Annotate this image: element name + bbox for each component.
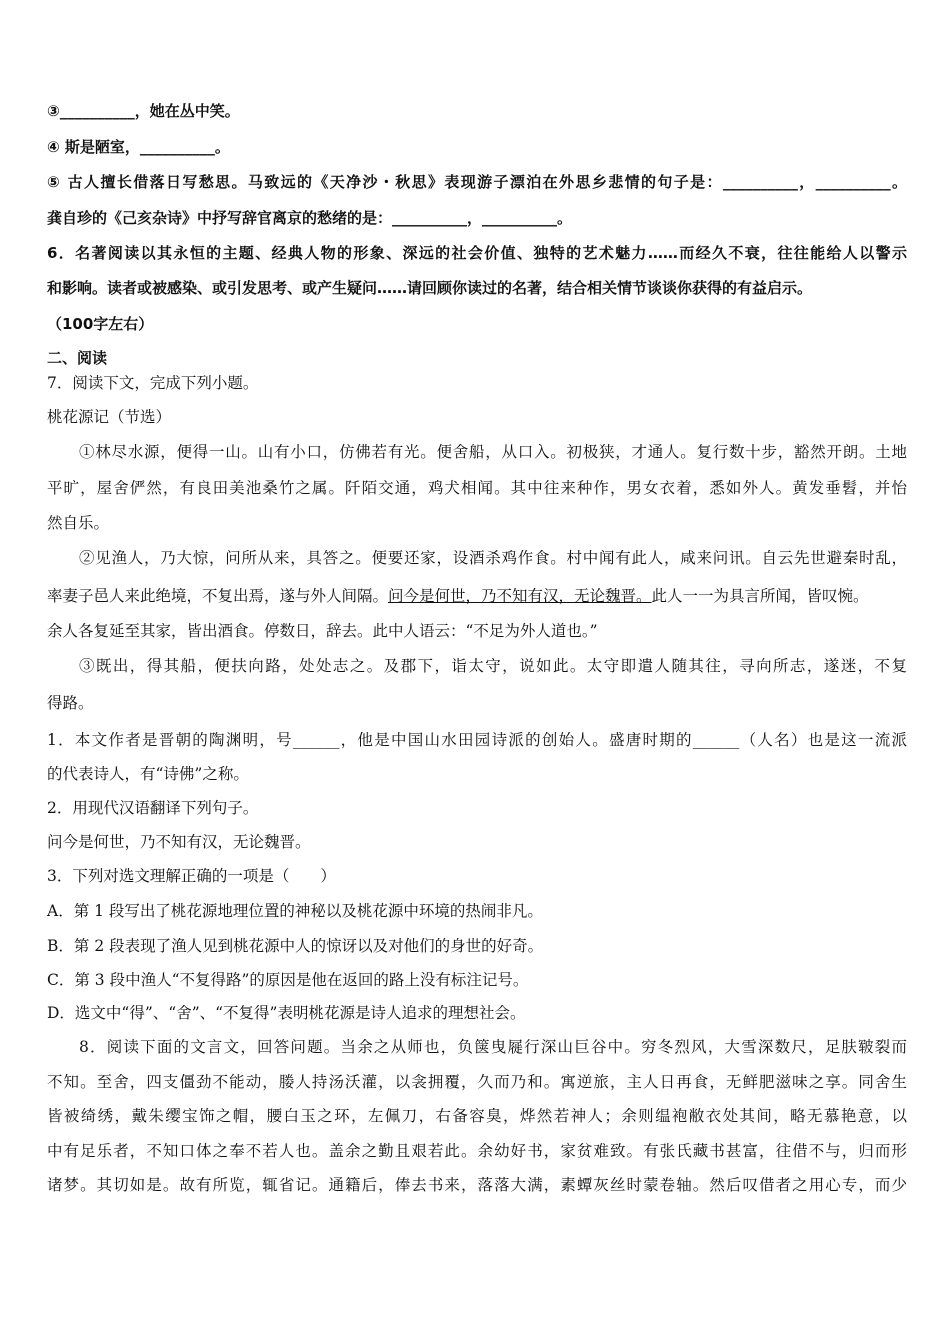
fill-blank-5b: 龚自珍的《己亥杂诗》中抒写辞官离京的愁绪的是：__________，__________。 (47, 209, 573, 227)
sub-question-2-sentence: 问今是何世，乃不知有汉，无论魏晋。 (47, 833, 311, 851)
section-heading: 二、阅读 (47, 349, 108, 367)
question-7: 7．阅读下文，完成下列小题。 (47, 374, 259, 392)
question-8-line: 中有足乐者，不知口体之奉不若人也。盖余之勤且艰若此。余幼好书，家贫难致。有张氏藏书甚富，往借不与，归而形 (47, 1142, 907, 1160)
question-6-line-3: （100字左右） (47, 315, 154, 333)
sub-question-3: 3．下列对选文理解正确的一项是（ ） (47, 867, 336, 885)
question-8-line: 诸梦。其切如是。故有所览，辄省记。通籍后，俸去书来，落落大满，素蟫灰丝时蒙卷轴。然后叹借者之用心专，而少 (47, 1176, 907, 1194)
question-6-line-1: 6．名著阅读以其永恒的主题、经典人物的形象、深远的社会价值、独特的艺术魅力……而经久不衰，往往能给人以警示 (47, 244, 907, 262)
question-8-line: 不知。至舍，四支僵劲不能动，媵人持汤沃灌，以衾拥覆，久而乃和。寓逆旅，主人日再食，无鲜肥滋味之享。同舍生 (47, 1073, 907, 1091)
question-6-line-2: 和影响。读者或被感染、或引发思考、或产生疑问……请回顾你读过的名著，结合相关情节谈谈你获得的有益启示。 (47, 279, 813, 297)
passage-title: 桃花源记（节选） (47, 408, 172, 426)
text: 率妻子邑人来此绝境，不复出焉，遂与外人间隔。 (47, 587, 389, 605)
paragraph-1-line: ①林尽水源，便得一山。山有小口，仿佛若有光。便舍船，从口入。初极狭，才通人。复行数十步，豁然开朗。土地 (79, 443, 907, 461)
option-b: B．第 2 段表现了渔人见到桃花源中人的惊讶以及对他们的身世的好奇。 (47, 937, 544, 955)
underlined-sentence: 问今是何世，乃不知有汉，无论魏晋。 (388, 587, 652, 605)
fill-blank-4: ④ 斯是陋室，__________。 (47, 138, 230, 156)
paragraph-3-line: 得路。 (47, 694, 94, 712)
paragraph-2-line (47, 586, 907, 606)
sub-question-1-cont: 的代表诗人，有“诗佛”之称。 (47, 765, 249, 783)
paragraph-1-line: 平旷，屋舍俨然，有良田美池桑竹之属。阡陌交通，鸡犬相闻。其中往来种作，男女衣着，悉如外人。黄发垂髫，并怡 (47, 479, 907, 497)
option-c: C．第 3 段中渔人“不复得路”的原因是他在返回的路上没有标注记号。 (47, 971, 529, 989)
paragraph-2-line: 余人各复延至其家，皆出酒食。停数日，辞去。此中人语云：“不足为外人道也。” (47, 622, 598, 640)
question-8-line: 8．阅读下面的文言文，回答问题。当余之从师也，负箧曳屣行深山巨谷中。穷冬烈风，大雪深数尺，足肤皲裂而 (79, 1038, 907, 1056)
text: 此人一一为具言所闻，皆叹惋。 (651, 587, 869, 605)
option-a: A．第 1 段写出了桃花源地理位置的神秘以及桃花源中环境的热闹非凡。 (47, 902, 543, 920)
sub-question-2: 2．用现代汉语翻译下列句子。 (47, 799, 259, 817)
paragraph-1-line: 然自乐。 (47, 514, 110, 532)
fill-blank-3: ③__________，她在丛中笑。 (47, 102, 240, 120)
sub-question-1: 1．本文作者是晋朝的陶渊明，号______，他是中国山水田园诗派的创始人。盛唐时期的______（人名）也是这一流派 (47, 731, 907, 749)
fill-blank-5: ⑤ 古人擅长借落日写愁思。马致远的《天净沙・秋思》表现游子漂泊在外思乡悲情的句子是：__________，__________。 (47, 173, 907, 191)
paragraph-3-line: ③既出，得其船，便扶向路，处处志之。及郡下，诣太守，说如此。太守即遣人随其往，寻向所志，遂迷，不复 (79, 657, 907, 675)
question-8-line: 皆被绮绣，戴朱缨宝饰之帽，腰白玉之环，左佩刀，右备容臭，烨然若神人；余则缊袍敝衣处其间，略无慕艳意，以 (47, 1107, 907, 1125)
paragraph-2-line: ②见渔人，乃大惊，问所从来，具答之。便要还家，设酒杀鸡作食。村中闻有此人，咸来问讯。自云先世避秦时乱， (79, 549, 907, 567)
option-d: D．选文中“得”、“舍”、“不复得”表明桃花源是诗人追求的理想社会。 (47, 1004, 526, 1022)
